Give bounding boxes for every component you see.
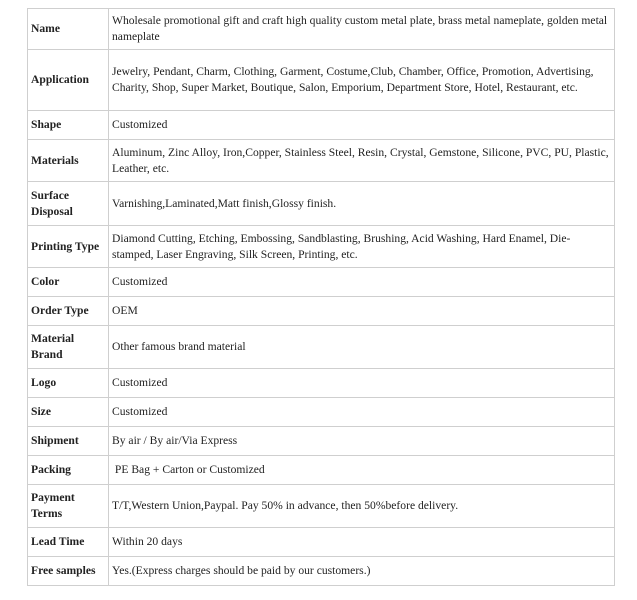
spec-value: Jewelry, Pendant, Charm, Clothing, Garment, Costume,Club, Chamber, Office, Promotion, Advertising, Charity, Shop, Super Market, Boutique, Salon, Emporium, Department Store, Hotel, Restaurant, etc. <box>109 50 615 111</box>
spec-value: Customized <box>109 369 615 398</box>
spec-label: Printing Type <box>28 226 109 268</box>
product-spec-table <box>27 8 615 586</box>
spec-row-shape <box>28 111 615 140</box>
spec-row-packing <box>28 456 615 485</box>
spec-row-color <box>28 268 615 297</box>
spec-label: Shape <box>28 111 109 140</box>
spec-value: Other famous brand material <box>109 326 615 369</box>
spec-row-logo <box>28 369 615 398</box>
spec-value: Yes.(Express charges should be paid by our customers.) <box>109 557 615 586</box>
spec-row-surface-disposal <box>28 182 615 226</box>
spec-row-application <box>28 50 615 111</box>
spec-label: Materials <box>28 140 109 182</box>
spec-value: PE Bag + Carton or Customized <box>109 456 615 485</box>
spec-label: Logo <box>28 369 109 398</box>
spec-row-material-brand <box>28 326 615 369</box>
spec-label: Packing <box>28 456 109 485</box>
spec-row-size <box>28 398 615 427</box>
spec-value: Customized <box>109 398 615 427</box>
spec-label: Payment Terms <box>28 485 109 528</box>
spec-label: Color <box>28 268 109 297</box>
spec-row-materials <box>28 140 615 182</box>
spec-row-printing-type <box>28 226 615 268</box>
spec-label: Lead Time <box>28 528 109 557</box>
spec-value: Wholesale promotional gift and craft high quality custom metal plate, brass metal nameplate, golden metal nameplate <box>109 9 615 50</box>
spec-value: Customized <box>109 111 615 140</box>
spec-value: Varnishing,Laminated,Matt finish,Glossy finish. <box>109 182 615 226</box>
spec-value: Within 20 days <box>109 528 615 557</box>
spec-value: Aluminum, Zinc Alloy, Iron,Copper, Stainless Steel, Resin, Crystal, Gemstone, Silicone, PVC, PU, Plastic, Leather, etc. <box>109 140 615 182</box>
spec-row-lead-time <box>28 528 615 557</box>
spec-label: Name <box>28 9 109 50</box>
spec-label: Material Brand <box>28 326 109 369</box>
spec-value: T/T,Western Union,Paypal. Pay 50% in advance, then 50%before delivery. <box>109 485 615 528</box>
spec-row-payment-terms <box>28 485 615 528</box>
spec-label: Surface Disposal <box>28 182 109 226</box>
spec-row-shipment <box>28 427 615 456</box>
spec-value: Diamond Cutting, Etching, Embossing, Sandblasting, Brushing, Acid Washing, Hard Enamel, Die-stamped, Laser Engraving, Silk Screen, Printing, etc. <box>109 226 615 268</box>
spec-label: Shipment <box>28 427 109 456</box>
spec-value: OEM <box>109 297 615 326</box>
spec-label: Application <box>28 50 109 111</box>
spec-label: Free samples <box>28 557 109 586</box>
spec-label: Size <box>28 398 109 427</box>
spec-value: Customized <box>109 268 615 297</box>
spec-label: Order Type <box>28 297 109 326</box>
spec-row-order-type <box>28 297 615 326</box>
spec-row-name <box>28 9 615 50</box>
spec-row-free-samples <box>28 557 615 586</box>
spec-value: By air / By air/Via Express <box>109 427 615 456</box>
